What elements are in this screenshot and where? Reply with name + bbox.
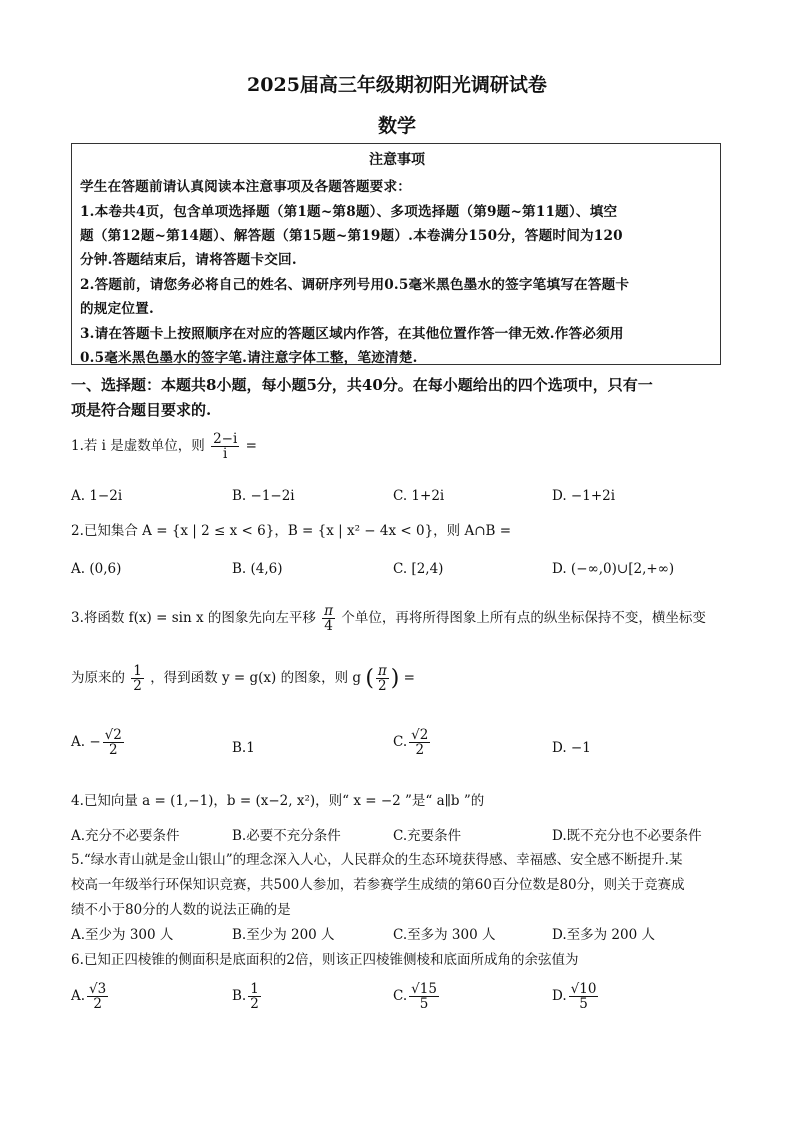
q2-option-b: B. (4,6)	[232, 561, 283, 577]
notice-line: 题（第12题~第14题）、解答题（第15题~第19题）.本卷满分150分，答题时间为120	[80, 228, 623, 244]
q6-c-den: 5	[419, 996, 429, 1013]
section-heading: 一、选择题：本题共8小题，每小题5分，共40分。在每小题给出的四个选项中，只有一	[71, 376, 653, 394]
subject-title: 数学	[377, 115, 416, 137]
section-heading-cont: 项是符合题目要求的.	[71, 401, 212, 419]
q3-text-b: 个单位，再将所得图象上所有点的纵坐标保持不变，横坐标变	[341, 610, 706, 627]
question-1	[71, 432, 257, 461]
q3-paren-left: (	[365, 666, 374, 692]
notice-line: 的规定位置.	[80, 301, 154, 317]
q2-option-a: A. (0,6)	[71, 561, 122, 577]
q6-d-den: 5	[579, 996, 588, 1013]
q6-a-num: √3	[89, 981, 107, 997]
q6-b-label: B.	[232, 988, 247, 1005]
q3-frac-num: π	[324, 603, 334, 619]
q5-option-b: B.至少为 200 人	[232, 927, 335, 943]
q5-option-d: D.至多为 200 人	[552, 927, 655, 943]
q4-option-d: D.既不充分也不必要条件	[552, 828, 702, 844]
q3-a-label: A. −	[71, 734, 101, 751]
notice-line: 1.本卷共4页，包含单项选择题（第1题~第8题）、多项选择题（第9题~第11题）、填空	[80, 204, 618, 220]
q6-b-den: 2	[250, 996, 259, 1013]
q3-text-c: 为原来的	[71, 670, 125, 687]
q6-d-label: D.	[552, 988, 567, 1005]
q6-b-frac	[248, 982, 261, 1011]
q6-a-frac	[87, 982, 108, 1011]
q3-option-a	[71, 728, 126, 757]
notice-line: 0.5毫米黑色墨水的签字笔.请注意字体工整，笔迹清楚.	[80, 350, 418, 366]
notice-heading: 注意事项	[369, 152, 425, 168]
q1-suffix: =	[245, 438, 257, 455]
notice-line: 3.请在答题卡上按照顺序在对应的答题区域内作答，在其他位置作答一律无效.作答必须用	[80, 326, 624, 342]
q3-text-d: ，得到函数 y = g(x) 的图象，则 g	[150, 670, 362, 687]
question-5-line1: 5.“绿水青山就是金山银山”的理念深入人心，人民群众的生态环境获得感、幸福感、安全感不断提升.某	[71, 852, 683, 868]
q3-g-num: π	[377, 663, 387, 679]
notice-box	[71, 143, 721, 365]
q6-option-b	[232, 982, 263, 1011]
question-2: 2.已知集合 A = {x | 2 ≤ x < 6}，B = {x | x² − 4x < 0}，则 A∩B =	[71, 523, 512, 539]
question-6: 6.已知正四棱锥的侧面积是底面积的2倍，则该正四棱锥侧棱和底面所成角的余弦值为	[71, 952, 579, 968]
q5-option-a: A.至少为 300 人	[71, 927, 174, 943]
q4-option-a: A.充分不必要条件	[71, 828, 180, 844]
q1-option-b: B. −1−2i	[232, 488, 295, 504]
exam-title: 2025届高三年级期初阳光调研试卷	[247, 74, 547, 96]
q2-option-d: D. (−∞,0)∪[2,+∞)	[552, 561, 675, 577]
q3-c-label: C.	[393, 734, 408, 751]
question-3-line1	[71, 604, 706, 633]
q1-prefix: 1.若 i 是虚数单位，则	[71, 438, 205, 455]
q3-a-frac	[103, 728, 124, 757]
q3-half-num: 1	[133, 663, 142, 679]
q3-half-den: 2	[133, 678, 142, 695]
q3-fraction-half	[131, 664, 144, 693]
notice-line: 2.答题前，请您务必将自己的姓名、调研序列号用0.5毫米黑色墨水的签字笔填写在答题卡	[80, 277, 630, 293]
q3-text-e: =	[403, 670, 415, 687]
q2-option-c: C. [2,4)	[393, 561, 444, 577]
q6-option-c	[393, 982, 441, 1011]
q1-fraction	[211, 432, 239, 461]
q3-frac-den: 4	[324, 618, 333, 635]
q3-c-den: 2	[415, 742, 425, 759]
q6-a-den: 2	[93, 996, 102, 1013]
question-4: 4.已知向量 a = (1,−1)，b = (x−2, x²)，则“ x = −2 ”是“ a∥b ”的	[71, 793, 485, 809]
q6-d-frac	[569, 982, 599, 1011]
q3-a-den: 2	[108, 742, 118, 759]
q6-option-a	[71, 982, 110, 1011]
notice-line: 学生在答题前请认真阅读本注意事项及各题答题要求：	[80, 179, 412, 195]
q1-den: i	[223, 446, 228, 463]
q4-option-c: C.充要条件	[393, 828, 462, 844]
q3-option-c	[393, 728, 432, 757]
q3-text-a: 3.将函数 f(x) = sin x 的图象先向左平移	[71, 610, 316, 627]
q6-b-num: 1	[250, 981, 259, 997]
q1-option-a: A. 1−2i	[71, 488, 123, 504]
q4-option-b: B.必要不充分条件	[232, 828, 341, 844]
q3-option-b: B.1	[232, 740, 255, 756]
q6-a-label: A.	[71, 988, 86, 1005]
q6-c-frac	[409, 982, 439, 1011]
q3-a-num: √2	[104, 727, 122, 743]
question-5-line2: 校高一年级举行环保知识竞赛，共500人参加，若参赛学生成绩的第60百分位数是80分，则关于竞赛成	[71, 877, 685, 893]
q1-num: 2−i	[213, 431, 238, 447]
q6-c-num: √15	[411, 981, 437, 997]
q3-fraction-pi4	[322, 604, 335, 633]
q1-option-d: D. −1+2i	[552, 488, 616, 504]
q6-c-label: C.	[393, 988, 408, 1005]
q5-option-c: C.至多为 300 人	[393, 927, 496, 943]
question-5-line3: 绩不小于80分的人数的说法正确的是	[71, 902, 291, 918]
q3-c-num: √2	[411, 727, 429, 743]
q3-c-frac	[409, 728, 430, 757]
q3-g-den: 2	[378, 678, 387, 695]
q3-paren-right: )	[390, 666, 400, 692]
q1-option-c: C. 1+2i	[393, 488, 445, 504]
question-3-line2	[71, 664, 415, 693]
q3-fraction-pi2	[376, 664, 389, 693]
notice-line: 分钟.答题结束后，请将答题卡交回.	[80, 252, 297, 268]
q6-option-d	[552, 982, 600, 1011]
q3-option-d: D. −1	[552, 740, 591, 756]
q6-d-num: √10	[570, 981, 597, 997]
